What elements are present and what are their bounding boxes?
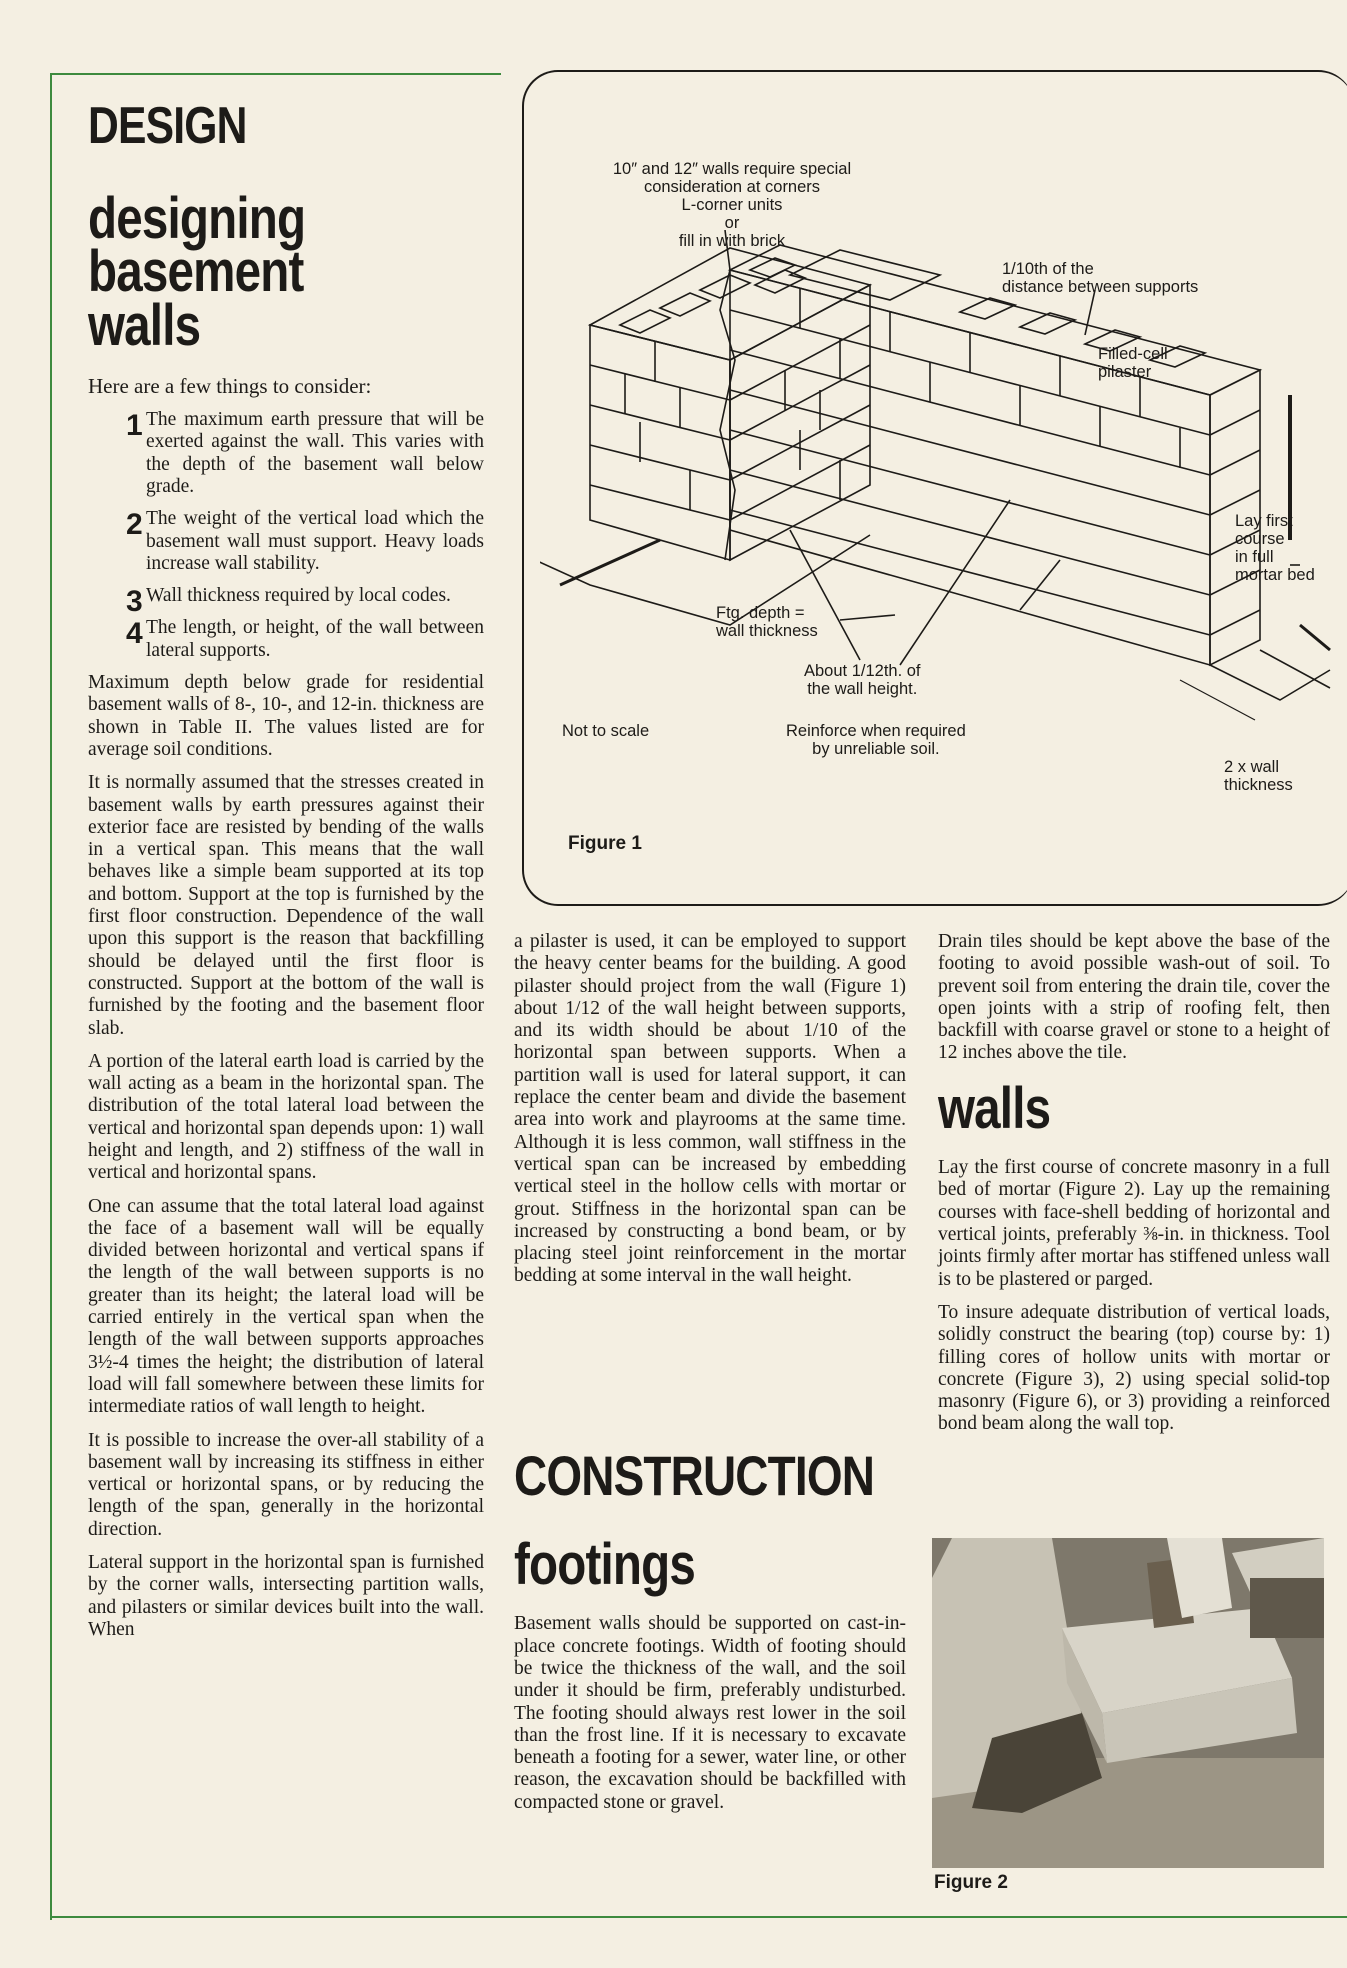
label-distance-line: 1/10th of the — [1002, 260, 1094, 278]
title-line-1: designing — [88, 186, 306, 251]
list-number: 1 — [126, 409, 143, 443]
list-item — [88, 409, 484, 498]
list-item-text: The length, or height, of the wall between lateral supports. — [146, 617, 484, 661]
body-paragraph: Lateral support in the horizontal span is furnished by the corner walls, intersecting partition walls, and pilasters or similar devices built into the wall. When — [88, 1552, 484, 1640]
title-line-3: walls — [88, 292, 201, 358]
figure-2-photo — [932, 1538, 1324, 1868]
list-number: 4 — [126, 617, 143, 651]
list-item — [88, 508, 484, 575]
title-line-2: basement — [88, 239, 304, 305]
column-left — [88, 97, 484, 1652]
label-corners-line: consideration at corners — [643, 178, 821, 196]
label-ftg-line: Ftg. depth = — [716, 604, 805, 622]
body-paragraph: It is normally assumed that the stresses created in basement walls by earth pressures against their exterior face are resisted by bending of the walls in a vertical span. This means that the wall behaves like a simple beam supported at its top and bottom. Support at the top is furnished by the first floor construction. Dependence of the wall upon this support is the reason that backfilling should be delayed until the first floor is constructed. Support at the bottom of the wall is furnished by the footing and the basement floor slab. — [88, 772, 484, 1039]
label-reinforce-line: by unreliable soil. — [812, 740, 940, 758]
label-corners-line: 10″ and 12″ walls require special — [612, 160, 852, 178]
body-paragraph: Basement walls should be supported on cast-in-place concrete footings. Width of footing should be twice the thickness of the wall, and the soil under it should be firm, preferably undisturbed. The footing should always rest lower in the soil than the frost line. If it is necessary to excavate beneath a footing for a sewer, water line, or other reason, the excavation should be backfilled with compacted stone or gravel. — [514, 1613, 906, 1813]
intro-text: Here are a few things to consider: — [88, 374, 372, 399]
list-item — [88, 585, 484, 619]
body-paragraph: One can assume that the total lateral load against the face of a basement wall will be equally divided between horizontal and vertical spans if the length of the wall between supports is no greater than its height; the lateral load will be carried entirely in the vertical span when the length of the wall between supports approaches 3½-4 times the height; the distribution of lateral load will fall somewhere between these limits for intermediate ratios of wall length to height. — [88, 1195, 484, 1418]
label-distance — [1002, 260, 1198, 296]
label-distance-line: distance between supports — [1002, 278, 1199, 296]
label-footing-width — [1224, 758, 1293, 794]
figure-1-caption: Figure 1 — [568, 833, 642, 854]
body-paragraph: Maximum depth below grade for residential basement walls of 8-, 10-, and 12-in. thickness are shown in Table II. The values listed are for average soil conditions. — [88, 672, 484, 760]
article-title — [88, 186, 413, 358]
list-item-text: Wall thickness required by local codes. — [146, 585, 451, 607]
label-corners-line: or — [724, 214, 740, 232]
subheading-walls: walls — [938, 1075, 1051, 1141]
list-item — [88, 617, 484, 662]
considerations-list — [88, 409, 484, 662]
list-item-text: The maximum earth pressure that will be exerted against the wall. This varies with the depth of the basement wall below grade. — [146, 409, 484, 497]
section-heading-construction: CONSTRUCTION — [514, 1444, 875, 1507]
label-pilaster-line: Filled-cell — [1098, 345, 1168, 363]
label-corners — [592, 160, 872, 250]
label-ftg-line: wall thickness — [716, 622, 818, 640]
label-lay-first-course — [1235, 512, 1315, 584]
body-paragraph: Lay the first course of concrete masonry in a full bed of mortar (Figure 2). Lay up the remaining courses with face-shell bedding of horizontal and vertical joints, preferably ⅜-in. in thickness. Tool joints firmly after mortar has stiffened unless wall is to be plastered or parged. — [938, 1157, 1330, 1290]
label-pilaster-line: pilaster — [1098, 363, 1152, 381]
photo-illustration — [932, 1538, 1324, 1868]
label-lay-line: in full — [1235, 548, 1274, 566]
body-paragraph: A portion of the lateral earth load is carried by the wall acting as a beam in the horizontal span. The distribution of the total lateral load between the vertical and horizontal span depends upon: 1) wall height and length, and 2) stiffness of the wall in vertical and horizontal spans. — [88, 1050, 484, 1184]
construction-section — [514, 1444, 906, 1825]
body-paragraph: It is possible to increase the over-all stability of a basement wall by increasing its stiffness in either vertical or horizontal spans, or by reducing the length of the span, generally in the horizontal direction. — [88, 1429, 484, 1540]
subheading-footings: footings — [514, 1532, 695, 1597]
list-number: 3 — [126, 585, 143, 619]
body-paragraph: To insure adequate distribution of vertical loads, solidly construct the bearing (top) course by: 1) filling cores of hollow units with mortar or concrete (Figure 3), 2) using special solid-top masonry (Figure 6), or 3) providing a reinforced bond beam along the wall top. — [938, 1301, 1330, 1435]
label-pilaster-projection — [804, 662, 921, 698]
list-item-text: The weight of the vertical load which the basement wall must support. Heavy loads increase wall stability. — [146, 508, 484, 574]
green-frame-bottom — [50, 1916, 1347, 1918]
label-lay-line: course — [1235, 530, 1285, 548]
body-paragraph: a pilaster is used, it can be employed to support the heavy center beams for the building. A good pilaster should project from the wall (Figure 1) about 1/12 of the wall height between supports, and its width should be about 1/10 of the horizontal span between supports. When a partition wall is used for lateral support, it can replace the center beam and divide the basement area into work and playrooms at the same time. Although it is less common, wall stiffness in the vertical span can be increased by embedding vertical steel in the hollow cells with mortar or grout. Stiffness in the horizontal span can be increased by constructing a bond beam, or by placing steel joint reinforcement in the mortar bedding at some interval in the wall height. — [514, 931, 906, 1287]
column-right — [938, 931, 1330, 1447]
label-about-line: the wall height. — [807, 680, 918, 698]
section-heading-design: DESIGN — [88, 97, 247, 155]
figure-2-caption: Figure 2 — [934, 1872, 1008, 1893]
body-paragraph: Drain tiles should be kept above the base of the footing to avoid possible wash-out of soil. To prevent soil from entering the drain tile, cover the open joints with a strip of roofing felt, then backfill with coarse gravel or stone to a height of 12 inches above the tile. — [938, 931, 1330, 1064]
label-lay-line: Lay first — [1235, 512, 1293, 530]
label-wall2x-line: thickness — [1224, 776, 1293, 794]
label-footing-depth — [716, 604, 818, 640]
label-corners-line: L-corner units — [681, 196, 783, 214]
label-corners-line: fill in with brick — [678, 232, 786, 250]
label-reinforce-line: Reinforce when required — [786, 722, 966, 740]
label-wall2x-line: 2 x wall — [1224, 758, 1280, 776]
label-lay-line: mortar bed — [1235, 566, 1315, 584]
label-reinforce — [786, 722, 966, 758]
label-not-to-scale: Not to scale — [562, 722, 650, 740]
list-number: 2 — [126, 508, 143, 542]
label-pilaster — [1098, 345, 1168, 381]
column-middle — [514, 931, 906, 1299]
label-about-line: About 1/12th. of — [804, 662, 921, 680]
wall-diagram — [540, 230, 1340, 790]
